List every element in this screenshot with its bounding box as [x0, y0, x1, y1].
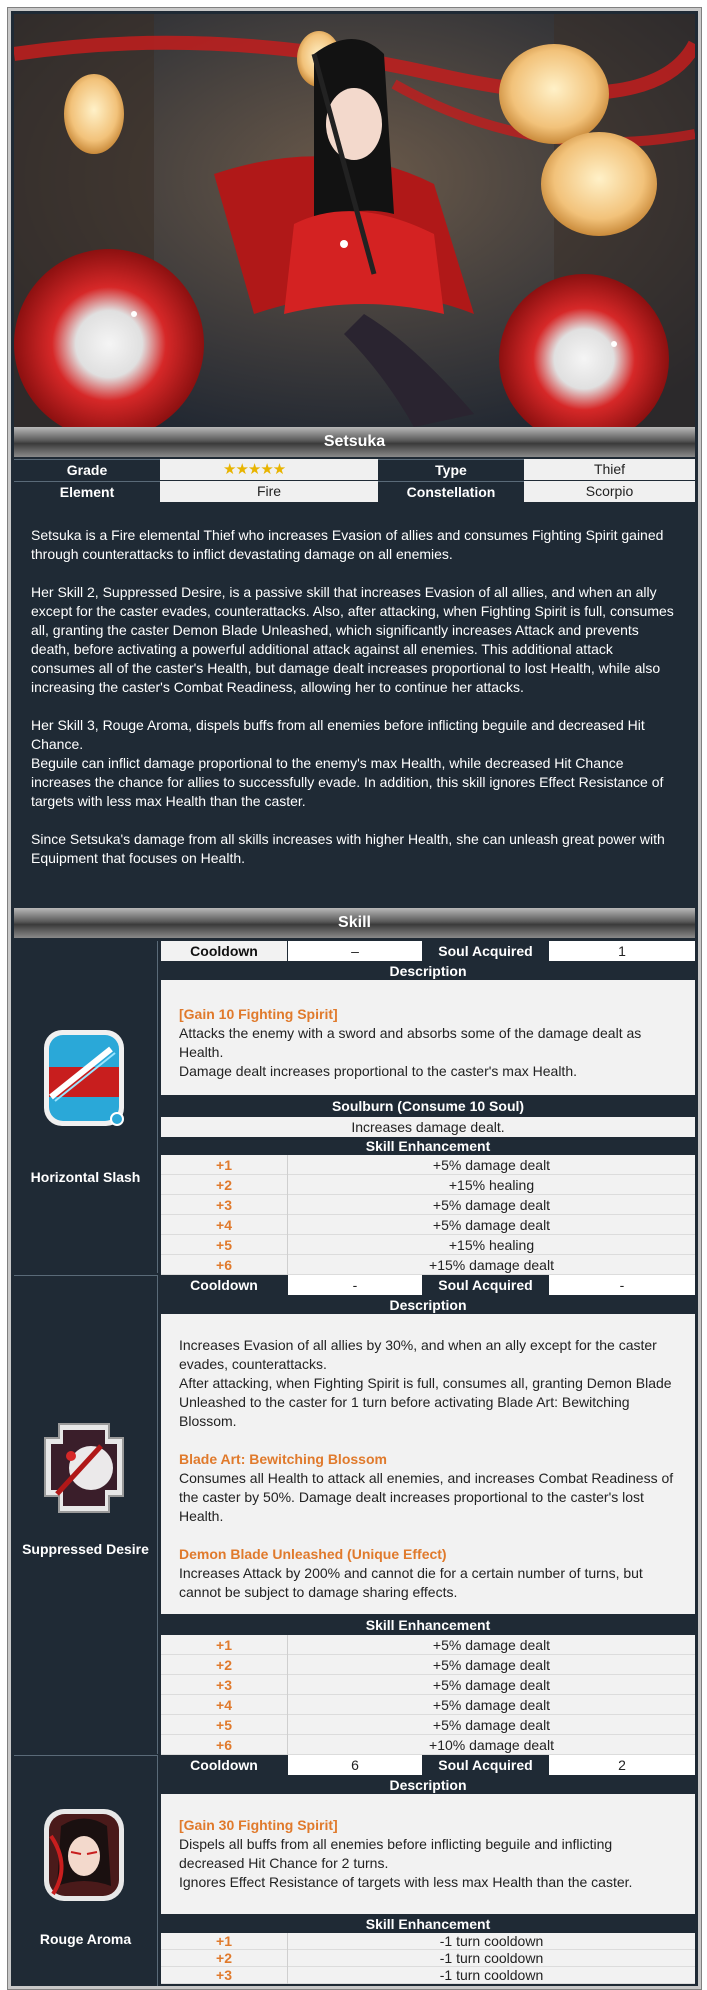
enhancement-effect: +15% damage dealt: [429, 1257, 554, 1273]
skill-3-line: Dispels all buffs from all enemies before inflicting beguile and inflicting decreased Hit Chance for 2 turns.: [179, 1836, 613, 1871]
description-paragraph: Her Skill 2, Suppressed Desire, is a passive skill that increases Evasion of all allies, and when an ally except for the caster evades, counterattacks. Also, after attacking, when Fighting Spirit is full, consumes all, granting the caster Demon Blade Unleashed, which significantly increases Attack and prevents death, before activating a powerful additional attack against all enemies. This additional attack consumes all of the caster's Health, but damage dealt increases proportional to lost Health, while also increasing the caster's Combat Readiness, allowing her to continue her attacks.: [31, 584, 674, 695]
enhancement-effect: +5% damage dealt: [432, 1677, 551, 1693]
skill-section-header: [14, 908, 695, 938]
skill-3-line: Ignores Effect Resistance of targets with less max Health than the caster.: [179, 1874, 633, 1890]
soulburn-effect: Increases damage dealt.: [161, 1117, 695, 1137]
element-label: Element: [14, 481, 160, 502]
enhancement-row: [161, 1215, 695, 1235]
enhancement-effect: +5% damage dealt: [432, 1657, 551, 1673]
enhancement-level: +1: [161, 1635, 288, 1655]
skill-3-name: Rouge Aroma: [39, 1931, 132, 1947]
enhancement-row: [161, 1967, 695, 1984]
cooldown-label: Cooldown: [161, 941, 287, 961]
blade-art-text: Consumes all Health to attack all enemies, and increases Combat Readiness of the caster by 50%. Damage dealt increases proportional to the caster's lost Health.: [179, 1470, 674, 1524]
skill-3-description: [161, 1794, 695, 1914]
skill-2-sidebar: [14, 1275, 158, 1754]
skill-2-cooldown: -: [288, 1275, 422, 1295]
enhancement-level: +3: [161, 1675, 288, 1695]
enhancement-row: [161, 1950, 695, 1967]
grade-value: [160, 459, 378, 480]
skill-1-enhancement-header: Skill Enhancement: [161, 1137, 695, 1155]
enhancement-row: [161, 1675, 695, 1695]
info-row-grade-type: [14, 459, 695, 480]
constellation-value: Scorpio: [524, 481, 695, 502]
skill-2-name: Suppressed Desire: [22, 1541, 149, 1557]
enhancement-level: +3: [161, 1195, 288, 1215]
demon-blade-text: Increases Attack by 200% and cannot die for a certain number of turns, but cannot be subject to damage sharing effects.: [179, 1565, 643, 1600]
enhancement-row: [161, 1235, 695, 1255]
constellation-label: Constellation: [378, 481, 524, 502]
soul-acquired-label: Soul Acquired: [422, 1755, 549, 1775]
soulburn-header: Soulburn (Consume 10 Soul): [161, 1096, 695, 1116]
description-paragraph: Beguile can inflict damage proportional to the enemy's max Health, while decreased Hit Chance increases the chance for allies to successfully evade. In addition, this skill ignores Effect Resistance of targets with less max Health than the caster.: [31, 755, 664, 809]
character-name-bar: [14, 427, 695, 457]
skill-3-cooldown: 6: [288, 1755, 422, 1775]
character-description: [31, 526, 679, 887]
skill-1-line: Attacks the enemy with a sword and absorbs some of the damage dealt as Health.: [179, 1025, 642, 1060]
skill-1-sidebar: [14, 941, 158, 1273]
skill-2-description-header: Description: [161, 1296, 695, 1314]
enhancement-row: [161, 1735, 695, 1755]
enhancement-effect: -1 turn cooldown: [439, 1933, 544, 1949]
enhancement-effect: +5% damage dealt: [432, 1197, 551, 1213]
enhancement-effect: +5% damage dealt: [432, 1217, 551, 1233]
skill-2-meta-row: [161, 1275, 695, 1295]
enhancement-effect: +15% healing: [448, 1177, 535, 1193]
skill-2-intro: After attacking, when Fighting Spirit is full, consumes all, granting Demon Blade Unleashed to the caster for 1 turn before activating Blade Art: Bewitching Blossom.: [179, 1375, 672, 1429]
skill-2-description: [161, 1314, 695, 1614]
rouge-aroma-icon[interactable]: [41, 1806, 127, 1908]
skill-1-cooldown: –: [288, 941, 422, 961]
enhancement-row: [161, 1155, 695, 1175]
enhancement-row: [161, 1175, 695, 1195]
skill-2-soul: -: [549, 1275, 695, 1295]
skill-2-enhancement-header: Skill Enhancement: [161, 1616, 695, 1634]
skill-1-meta-row: [161, 941, 695, 961]
skill-1-soul: 1: [549, 941, 695, 961]
enhancement-row: [161, 1933, 695, 1950]
enhancement-row: [161, 1695, 695, 1715]
enhancement-level: +6: [161, 1255, 288, 1275]
cooldown-label: Cooldown: [161, 1275, 287, 1295]
cooldown-label: Cooldown: [161, 1755, 287, 1775]
type-value: Thief: [524, 459, 695, 480]
info-row-element-constellation: [14, 481, 695, 502]
enhancement-level: +2: [161, 1655, 288, 1675]
skill-1-tag: [Gain 10 Fighting Spirit]: [179, 1006, 338, 1022]
enhancement-level: +3: [161, 1967, 288, 1984]
skill-1-name: Horizontal Slash: [30, 1169, 141, 1185]
suppressed-desire-icon[interactable]: [41, 1416, 127, 1518]
horizontal-slash-icon[interactable]: [41, 1027, 127, 1129]
enhancement-effect: -1 turn cooldown: [439, 1967, 544, 1983]
skill-3-soul: 2: [549, 1755, 695, 1775]
artwork-illustration: [14, 14, 695, 427]
soul-acquired-label: Soul Acquired: [422, 1275, 549, 1295]
character-page: [8, 8, 701, 1989]
skill-header-label: Skill: [338, 914, 371, 931]
enhancement-level: +2: [161, 1950, 288, 1967]
enhancement-level: +2: [161, 1175, 288, 1195]
enhancement-row: [161, 1715, 695, 1735]
description-paragraph: Since Setsuka's damage from all skills increases with higher Health, she can unleash great power with Equipment that focuses on Health.: [31, 831, 665, 866]
type-label: Type: [378, 459, 524, 480]
description-paragraph: Her Skill 3, Rouge Aroma, dispels buffs from all enemies before inflicting beguile and decreased Hit Chance.: [31, 717, 645, 752]
skill-3-enhancement-header: Skill Enhancement: [161, 1915, 695, 1933]
enhancement-level: +1: [161, 1155, 288, 1175]
enhancement-effect: +5% damage dealt: [432, 1157, 551, 1173]
enhancement-effect: +10% damage dealt: [429, 1737, 554, 1753]
enhancement-row: [161, 1635, 695, 1655]
skill-1-description: [161, 980, 695, 1095]
enhancement-level: +4: [161, 1695, 288, 1715]
demon-blade-title: Demon Blade Unleashed (Unique Effect): [179, 1546, 447, 1562]
character-name: Setsuka: [323, 433, 386, 450]
enhancement-effect: +15% healing: [448, 1237, 535, 1253]
skill-3-sidebar: [14, 1755, 158, 1987]
skill-1-description-header: Description: [161, 962, 695, 980]
enhancement-level: +1: [161, 1933, 288, 1950]
description-paragraph: Setsuka is a Fire elemental Thief who increases Evasion of allies and consumes Fighting Spirit gained through counterattacks to inflict devastating damage on all enemies.: [31, 527, 664, 562]
enhancement-row: [161, 1195, 695, 1215]
enhancement-level: +6: [161, 1735, 288, 1755]
soul-acquired-label: Soul Acquired: [422, 941, 549, 961]
grade-stars: ★★★★★: [223, 461, 286, 478]
blade-art-title: Blade Art: Bewitching Blossom: [179, 1451, 387, 1467]
element-value: Fire: [160, 481, 378, 502]
skill-3-meta-row: [161, 1755, 695, 1775]
skill-3-tag: [Gain 30 Fighting Spirit]: [179, 1817, 338, 1833]
enhancement-effect: +5% damage dealt: [432, 1717, 551, 1733]
enhancement-level: +4: [161, 1215, 288, 1235]
skill-3-description-header: Description: [161, 1776, 695, 1794]
enhancement-row: [161, 1655, 695, 1675]
skill-2-intro: Increases Evasion of all allies by 30%, and when an ally except for the caster evades, counterattacks.: [179, 1337, 657, 1372]
enhancement-row: [161, 1255, 695, 1275]
enhancement-effect: +5% damage dealt: [432, 1637, 551, 1653]
character-artwork: [14, 14, 695, 427]
enhancement-effect: +5% damage dealt: [432, 1697, 551, 1713]
enhancement-level: +5: [161, 1715, 288, 1735]
grade-label: Grade: [14, 459, 160, 480]
skill-1-line: Damage dealt increases proportional to the caster's max Health.: [179, 1063, 577, 1079]
enhancement-level: +5: [161, 1235, 288, 1255]
enhancement-effect: -1 turn cooldown: [439, 1950, 544, 1966]
